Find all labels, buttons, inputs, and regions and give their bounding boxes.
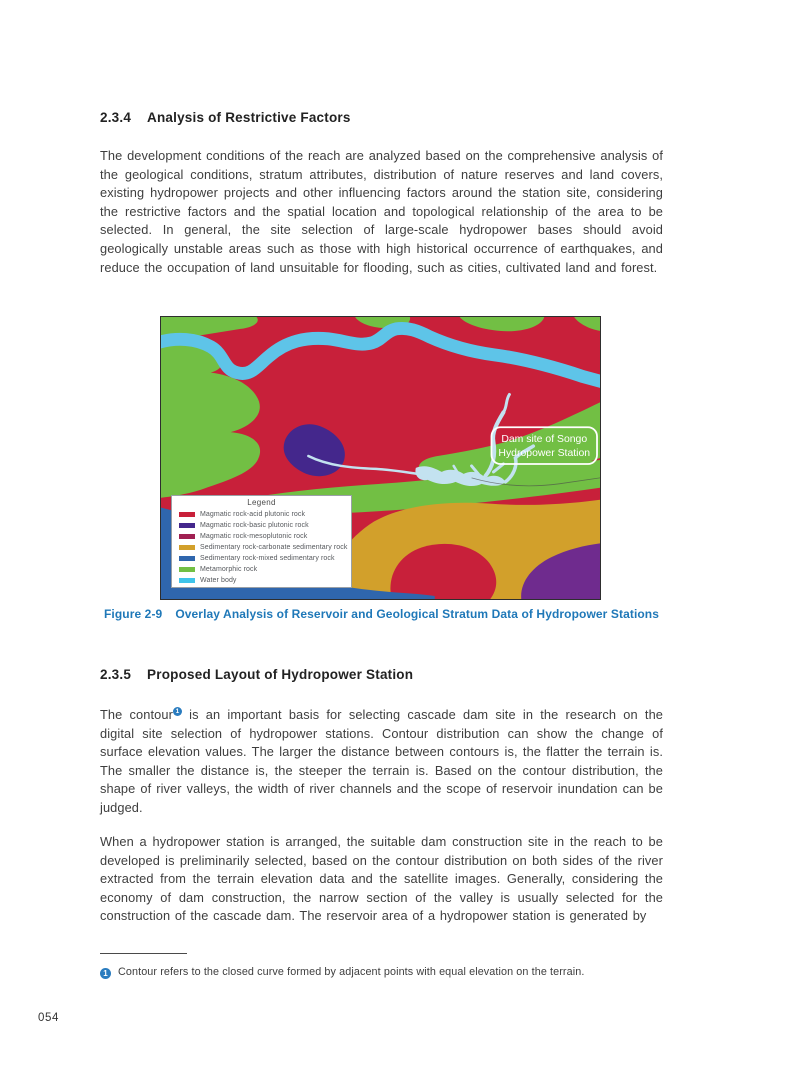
paragraph-dam-arrangement: When a hydropower station is arranged, the suitable dam construction site in the reach to be developed is preliminarily selected, based on the contour distribution on both sides of the river extracted from the terrain elevation data and the satellite images. Generally, considering the economy of dam construction, the narrow section of the valley is usually selected for the construction of the cascade dam. The reservoir area of a hydropower station is generated by xyxy=(100,834,663,924)
legend-label: Water body xyxy=(200,577,237,584)
section-heading-234 xyxy=(100,110,663,125)
legend-swatch xyxy=(179,534,195,539)
figure-caption xyxy=(100,607,663,621)
footnote-text: Contour refers to the closed curve formed by adjacent points with equal elevation on the terrain. xyxy=(118,966,585,978)
legend-label: Magmatic rock-mesoplutonic rock xyxy=(200,533,308,540)
paragraph-contour xyxy=(100,706,663,818)
legend-item xyxy=(179,553,351,564)
legend-swatch xyxy=(179,556,195,561)
footnote-divider xyxy=(100,953,187,954)
section-number: 2.3.4 xyxy=(100,110,132,125)
legend-label: Sedimentary rock-mixed sedimentary rock xyxy=(200,555,335,562)
legend-item xyxy=(179,575,351,586)
legend-item xyxy=(179,520,351,531)
section-title: Proposed Layout of Hydropower Station xyxy=(147,667,414,682)
legend-item xyxy=(179,564,351,575)
legend-label: Sedimentary rock-carbonate sedimentary rock xyxy=(200,544,348,551)
legend-title: Legend xyxy=(247,498,276,507)
page-number: 054 xyxy=(38,1012,59,1024)
legend-item xyxy=(179,509,351,520)
footnote xyxy=(100,966,663,979)
section-number: 2.3.5 xyxy=(100,667,132,682)
legend-item xyxy=(179,542,351,553)
legend-label: Magmatic rock-basic plutonic rock xyxy=(200,522,309,529)
figure-caption-text: Overlay Analysis of Reservoir and Geological Stratum Data of Hydropower Stations xyxy=(175,607,660,621)
legend-swatch xyxy=(179,545,195,550)
legend-label: Metamorphic rock xyxy=(200,566,258,573)
figure-geological-map xyxy=(160,316,601,600)
figure-caption-label: Figure 2-9 xyxy=(103,607,163,621)
dam-site-callout-line2: Hydropower Station xyxy=(498,448,591,460)
legend-swatch xyxy=(179,578,195,583)
legend-rows xyxy=(172,509,351,586)
footnote-marker-icon: 1 xyxy=(100,968,111,979)
legend-label: Magmatic rock-acid plutonic rock xyxy=(200,511,306,518)
legend-swatch xyxy=(179,523,195,528)
legend-swatch xyxy=(179,567,195,572)
dam-site-callout-line1: Dam site of Songo xyxy=(501,434,588,446)
section-title: Analysis of Restrictive Factors xyxy=(147,110,351,125)
map-legend xyxy=(171,495,352,588)
paragraph-restrictive-factors: The development conditions of the reach are analyzed based on the comprehensive analysis of the geological conditions, stratum attributes, distribution of nature reserves and land covers, existing hydropower projects and other influencing factors around the station site, considering the restrictive factors and the spatial location and topological relationship of the area to be selected. In general, the site selection of large-scale hydropower bases should avoid geologically unstable areas such as those with high historical occurrence of earthquakes, and reduce the occupation of land unsuitable for flooding, such as cities, cultivated land and forest. xyxy=(100,148,663,275)
section-heading-235 xyxy=(100,667,663,682)
paragraph-contour-post: is an important basis for selecting cascade dam site in the research on the digital site selection of hydropower stations. Contour distribution can show the change of surface elevation values. The larger the distance between contours is, the flatter the terrain is. The smaller the distance is, the steeper the terrain is. Based on the contour distribution, the shape of river valleys, the width of river channels and the scope of reservoir inundation can be judged. xyxy=(100,707,664,815)
paragraph-contour-pre: The contour xyxy=(100,707,173,722)
legend-swatch xyxy=(179,512,195,517)
footnote-ref-icon: 1 xyxy=(173,707,182,716)
legend-item xyxy=(179,531,351,542)
